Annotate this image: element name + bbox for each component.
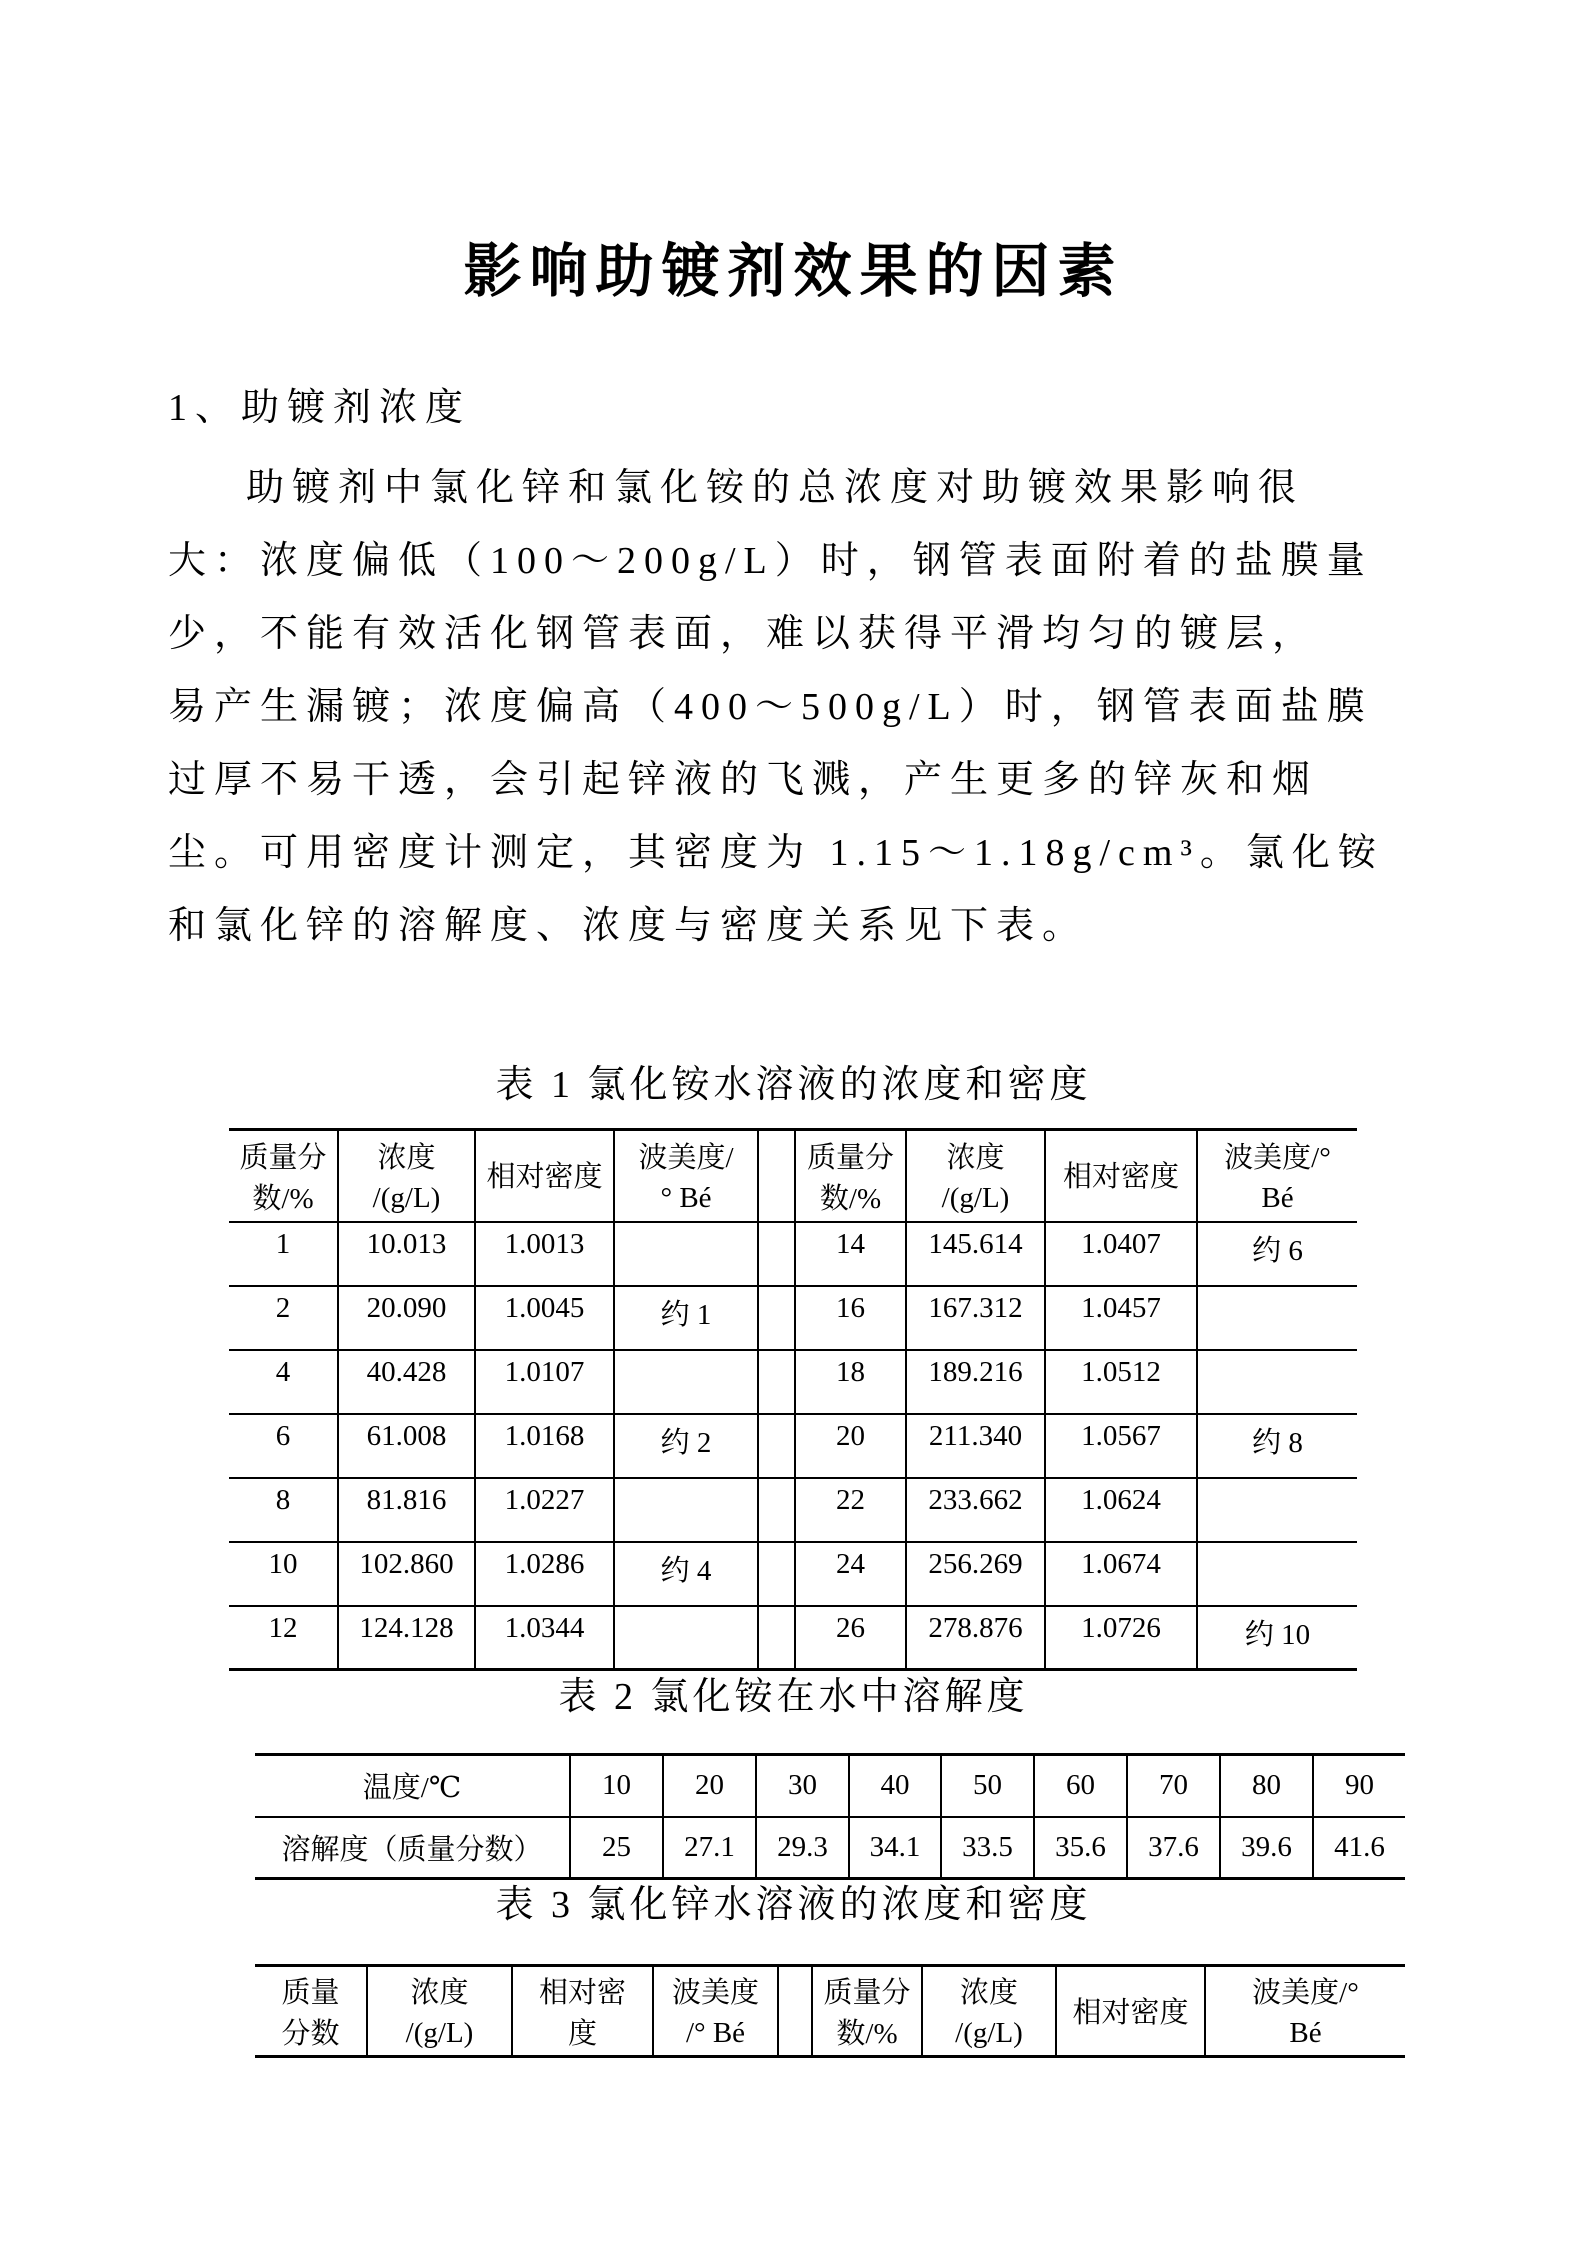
header-line: 数/% [252,1182,314,1215]
table-cell: 90 [1313,1755,1405,1817]
header-line: 波美度/° [1224,1141,1331,1174]
table-row [229,1414,1357,1478]
table-header-cell [1197,1130,1357,1222]
table-cell: 20.090 [338,1286,475,1350]
table-row [229,1350,1357,1414]
table-cell: 60 [1034,1755,1127,1817]
header-line: 浓度 [946,1141,1005,1174]
table-cell: 6 [229,1414,338,1478]
table-cell: 16 [795,1286,906,1350]
table-cell: 2 [229,1286,338,1350]
table-cell [758,1414,795,1478]
header-line: /(g/L) [372,1181,441,1214]
table-cell: 278.876 [906,1606,1045,1670]
table-row [229,1222,1357,1286]
header-line: 数/% [819,1182,882,1215]
table-cell: 167.312 [906,1286,1045,1350]
table-row [229,1478,1357,1542]
table-cell: 10.013 [338,1222,475,1286]
table3-header-row [255,1966,1405,2057]
table-row [229,1542,1357,1606]
table-cell: 1.0045 [475,1286,614,1350]
table-header-cell [512,1966,653,2057]
table-cell [758,1478,795,1542]
table-cell: 约 6 [1197,1222,1357,1286]
table2 [255,1753,1405,1880]
table-header-cell [614,1130,758,1222]
document-title: 影响助镀剂效果的因素 [463,239,1124,304]
table-cell: 29.3 [756,1817,849,1879]
table-cell: 20 [795,1414,906,1478]
table-cell: 1.0512 [1045,1350,1197,1414]
table-cell: 1.0726 [1045,1606,1197,1670]
table-row [229,1286,1357,1350]
header-line: /(g/L) [941,1181,1010,1214]
table-header-cell [653,1966,778,2057]
table-cell: 30 [756,1755,849,1817]
paragraph-line: 大：浓度偏低（100～200g/L）时，钢管表面附着的盐膜量 [168,540,1373,582]
table-cell: 1.0674 [1045,1542,1197,1606]
header-line: /° Bé [685,2017,746,2049]
table-cell: 约 1 [614,1286,758,1350]
table3 [255,1964,1405,2058]
table-cell: 1.0107 [475,1350,614,1414]
header-line: 浓度 [377,1141,436,1174]
header-line: Bé [1289,2017,1322,2049]
table-cell: 约 10 [1197,1606,1357,1670]
table-cell: 22 [795,1478,906,1542]
table-cell: 39.6 [1220,1817,1313,1879]
table-cell: 145.614 [906,1222,1045,1286]
table-cell [1197,1350,1357,1414]
table-cell [1197,1542,1357,1606]
table-cell: 50 [941,1755,1034,1817]
table-cell: 10 [229,1542,338,1606]
table-cell: 1.0168 [475,1414,614,1478]
table-header-cell [906,1130,1045,1222]
table-cell: 80 [1220,1755,1313,1817]
table-cell: 1.0407 [1045,1222,1197,1286]
table-cell: 14 [795,1222,906,1286]
table-header-cell [778,1966,812,2057]
table-header-cell [1205,1966,1405,2057]
table-header-cell [922,1966,1056,2057]
table1 [229,1128,1357,1671]
table-cell [758,1286,795,1350]
header-line: 波美度/° [1252,1977,1359,2009]
table-cell: 189.216 [906,1350,1045,1414]
table3-caption: 表 3 氯化锌水溶液的浓度和密度 [495,1884,1092,1926]
table-header-cell [1056,1966,1205,2057]
table-cell [758,1542,795,1606]
table-cell: 20 [663,1755,756,1817]
table-header-cell [758,1130,795,1222]
table-cell: 40 [849,1755,941,1817]
table-cell: 41.6 [1313,1817,1405,1879]
table-cell: 26 [795,1606,906,1670]
table-cell: 34.1 [849,1817,941,1879]
header-line: 波美度/ [638,1141,734,1174]
table1-body [229,1222,1357,1670]
table-header-cell [255,1966,367,2057]
header-line: /(g/L) [955,2017,1023,2049]
table-cell [614,1350,758,1414]
table-cell: 10 [570,1755,663,1817]
table-cell: 233.662 [906,1478,1045,1542]
table-header-cell [229,1130,338,1222]
table-header-cell [475,1130,614,1222]
table-cell: 81.816 [338,1478,475,1542]
header-line: 波美度 [671,1977,759,2009]
table-cell: 1.0013 [475,1222,614,1286]
table-cell [614,1606,758,1670]
table-cell: 18 [795,1350,906,1414]
table-cell [614,1478,758,1542]
table-cell [1197,1286,1357,1350]
header-line: 质量分 [806,1141,894,1174]
header-line: 浓度 [959,1977,1018,2009]
table-cell: 1.0227 [475,1478,614,1542]
table-cell: 1.0567 [1045,1414,1197,1478]
table-cell: 25 [570,1817,663,1879]
paragraph-line: 尘。可用密度计测定，其密度为 1.15～1.18g/cm³。氯化铵 [168,832,1384,874]
table-cell: 1.0624 [1045,1478,1197,1542]
header-line: 质量分 [823,1977,911,2009]
table-cell: 8 [229,1478,338,1542]
table2-body [255,1755,1405,1879]
header-line: 质量分 [239,1141,327,1174]
table-cell [758,1350,795,1414]
header-line: 分数 [281,2018,340,2050]
table-cell: 124.128 [338,1606,475,1670]
table-cell: 1.0344 [475,1606,614,1670]
header-line: 数/% [836,2018,898,2050]
header-line: ° Bé [660,1181,712,1214]
table-cell [758,1222,795,1286]
body-paragraph [168,452,1468,963]
table-cell: 70 [1127,1755,1220,1817]
paragraph-line: 和氯化锌的溶解度、浓度与密度关系见下表。 [168,905,1089,947]
table2-caption: 表 2 氯化铵在水中溶解度 [558,1676,1029,1718]
table-cell: 约 8 [1197,1414,1357,1478]
table-cell: 约 4 [614,1542,758,1606]
header-line: 相对密度 [1072,1996,1189,2029]
table-cell: 1 [229,1222,338,1286]
header-line: Bé [1261,1181,1294,1214]
table-cell: 24 [795,1542,906,1606]
header-line: 相对密 [538,1977,626,2009]
table-cell [758,1606,795,1670]
table-cell [614,1222,758,1286]
table-header-cell [338,1130,475,1222]
table-header-cell [812,1966,922,2057]
table-header-cell [795,1130,906,1222]
header-line: /(g/L) [405,2017,474,2049]
paragraph-line: 易产生漏镀；浓度偏高（400～500g/L）时，钢管表面盐膜 [168,686,1373,728]
table-cell: 约 2 [614,1414,758,1478]
table-row [255,1817,1405,1879]
paragraph-line: 过厚不易干透，会引起锌液的飞溅，产生更多的锌灰和烟 [168,759,1319,801]
table-cell: 37.6 [1127,1817,1220,1879]
header-line: 相对密度 [486,1161,603,1194]
table-cell: 211.340 [906,1414,1045,1478]
header-line: 相对密度 [1062,1161,1179,1194]
table-cell: 256.269 [906,1542,1045,1606]
table-header-cell [367,1966,512,2057]
table-cell: 102.860 [338,1542,475,1606]
table-row [255,1755,1405,1817]
paragraph-line: 少，不能有效活化钢管表面，难以获得平滑均匀的镀层， [168,613,1319,655]
table1-header-row [229,1130,1357,1222]
table-cell: 40.428 [338,1350,475,1414]
table1-caption: 表 1 氯化铵水溶液的浓度和密度 [495,1064,1092,1106]
table-cell: 33.5 [941,1817,1034,1879]
table-cell: 61.008 [338,1414,475,1478]
section-heading: 1、助镀剂浓度 [168,387,472,429]
table-cell: 溶解度（质量分数） [255,1817,570,1879]
table-cell: 温度/℃ [255,1755,570,1817]
table-cell: 12 [229,1606,338,1670]
table-cell: 1.0286 [475,1542,614,1606]
table-cell: 4 [229,1350,338,1414]
table-cell [1197,1478,1357,1542]
header-line: 浓度 [410,1977,469,2009]
header-line: 质量 [281,1977,340,2009]
paragraph-line: 助镀剂中氯化锌和氯化铵的总浓度对助镀效果影响很 [246,467,1305,509]
header-line: 度 [567,2018,597,2050]
table-header-cell [1045,1130,1197,1222]
table-cell: 27.1 [663,1817,756,1879]
table-cell: 1.0457 [1045,1286,1197,1350]
table-row [229,1606,1357,1670]
table-cell: 35.6 [1034,1817,1127,1879]
